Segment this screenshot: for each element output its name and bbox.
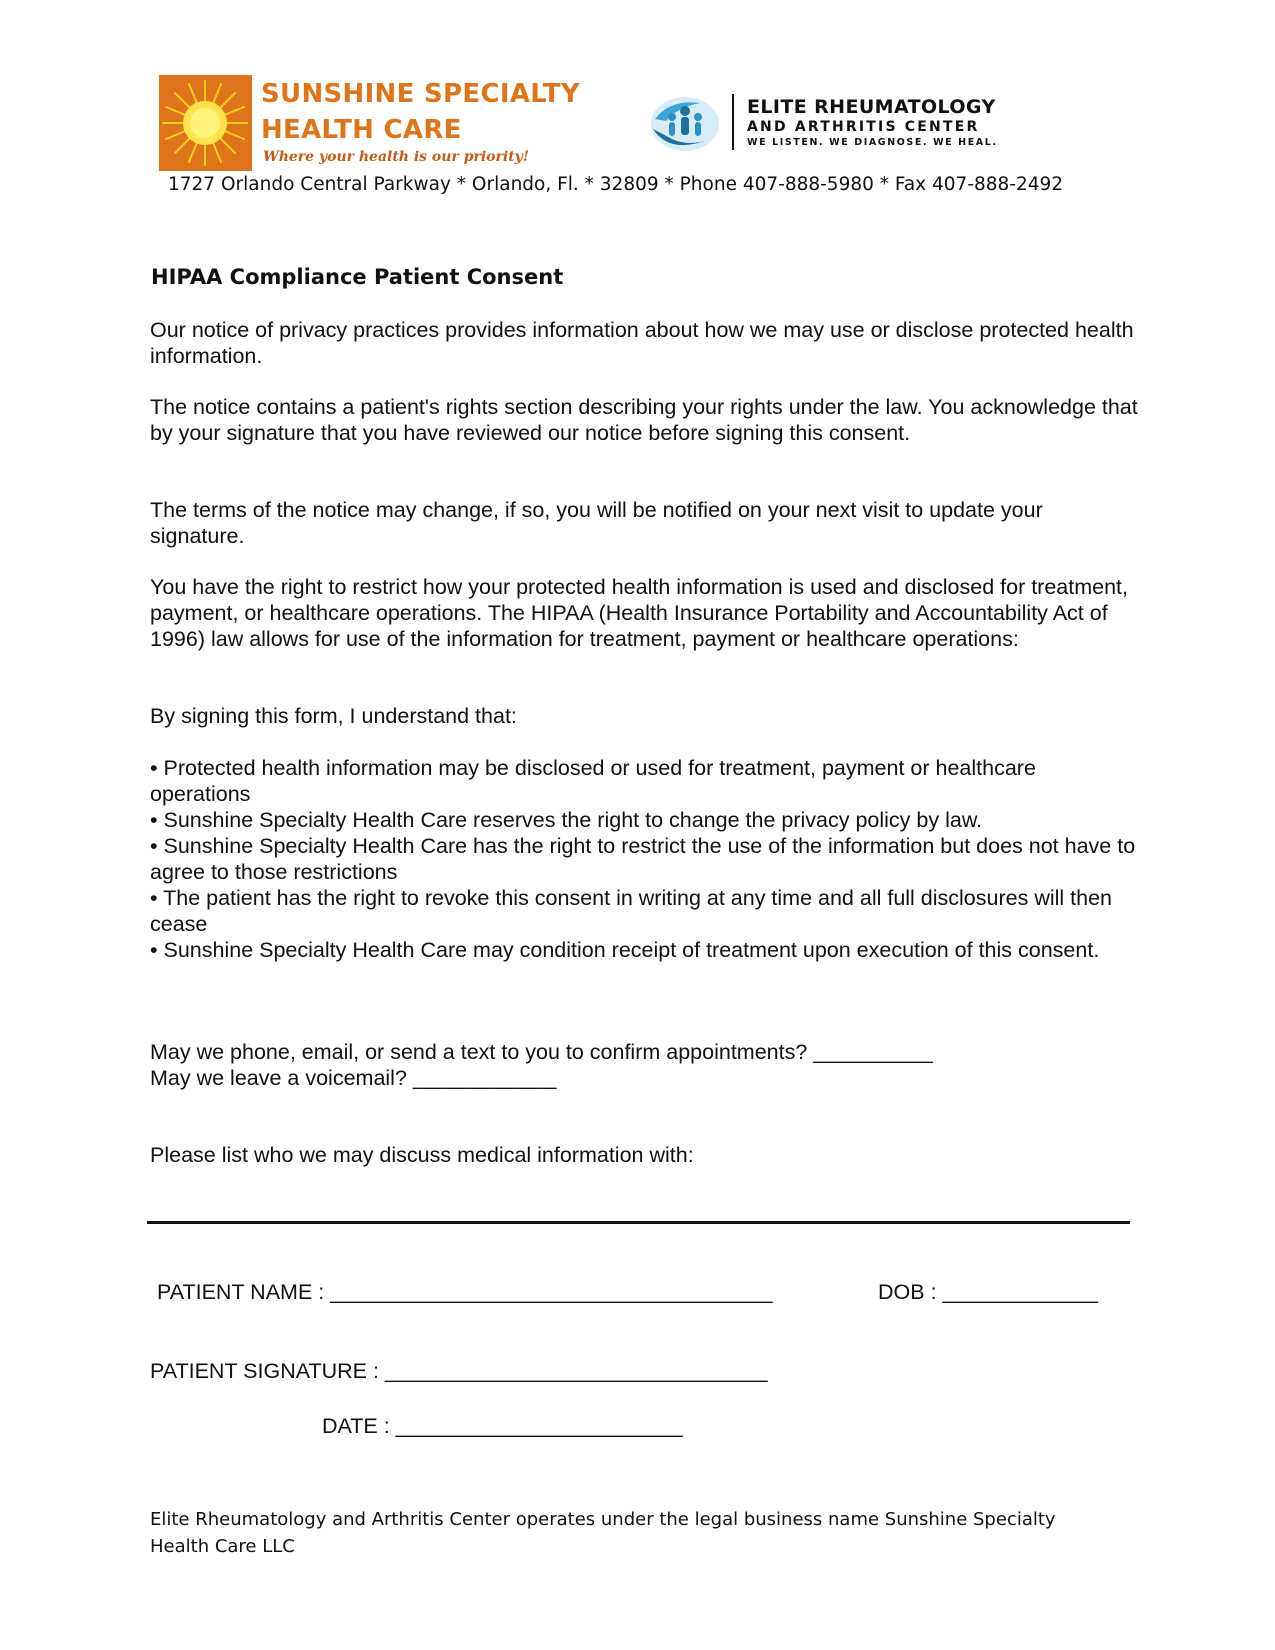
paragraph-text: You have the right to restrict how your protected health information is used and disclosed for treatment, payment, or healthcare operations. The HIPAA (Health Insurance Portability and Accountability Act of 1996) law allows for use of the information for treatment, payment or healthcare operations: — [150, 575, 1128, 651]
bullet-list — [150, 755, 1140, 963]
list-item: • Sunshine Specialty Health Care has the right to restrict the use of the information but does not have to agree to those restrictions — [150, 834, 1136, 884]
list-item: • Sunshine Specialty Health Care may condition receipt of treatment upon execution of this consent. — [150, 938, 1100, 962]
paragraph-terms — [150, 497, 1140, 549]
dob-field[interactable]: DOB : _____________ — [878, 1280, 1098, 1304]
contact-questions — [150, 1039, 1140, 1091]
brand-name-line1: SUNSHINE SPECIALTY — [261, 79, 580, 109]
brand-name-line2: HEALTH CARE — [261, 115, 462, 145]
paragraph-notice — [150, 317, 1140, 369]
paragraph-text: Our notice of privacy practices provides information about how we may use or disclose protected health information. — [150, 318, 1134, 368]
list-item: • Sunshine Specialty Health Care reserves the right to change the privacy policy by law. — [150, 808, 983, 832]
sunshine-logo — [159, 75, 589, 171]
list-item: • Protected health information may be disclosed or used for treatment, payment or healthcare operations — [150, 756, 1036, 806]
discuss-prompt — [150, 1142, 1140, 1168]
elite-logo — [650, 92, 1070, 162]
paragraph-text: The terms of the notice may change, if so, you will be notified on your next visit to update your signature. — [150, 498, 1043, 548]
date-field[interactable]: DATE : ________________________ — [322, 1414, 683, 1438]
brand-tagline: Where your health is our priority! — [263, 149, 529, 165]
elite-name-line1: ELITE RHEUMATOLOGY — [747, 96, 996, 118]
discuss-names-line[interactable] — [147, 1221, 1130, 1224]
paragraph-text: By signing this form, I understand that: — [150, 704, 517, 728]
logo-divider — [732, 94, 734, 150]
document-title: HIPAA Compliance Patient Consent — [151, 265, 564, 289]
sun-icon — [159, 75, 252, 171]
elite-name-line2: AND ARTHRITIS CENTER — [747, 119, 980, 135]
voicemail-consent-field[interactable]: May we leave a voicemail? ____________ — [150, 1066, 557, 1090]
paragraph-understand — [150, 703, 1140, 729]
paragraph-restrict — [150, 574, 1140, 652]
patient-signature-field[interactable]: PATIENT SIGNATURE : ________________________________ — [150, 1359, 768, 1383]
elite-tagline: WE LISTEN. WE DIAGNOSE. WE HEAL. — [747, 137, 998, 148]
legal-footer: Elite Rheumatology and Arthritis Center operates under the legal business name Sunshine Specialty Health Care LLC — [150, 1509, 1056, 1557]
paragraph-rights — [150, 394, 1140, 446]
paragraph-text: The notice contains a patient's rights section describing your rights under the law. You acknowledge that by your signature that you have reviewed our notice before signing this consent. — [150, 395, 1138, 445]
patient-name-field[interactable]: PATIENT NAME : _____________________________________ — [157, 1280, 773, 1304]
list-item: • The patient has the right to revoke this consent in writing at any time and all full disclosures will then cease — [150, 886, 1112, 936]
paragraph-text: Please list who we may discuss medical information with: — [150, 1143, 694, 1167]
elite-people-icon — [650, 95, 720, 153]
practice-address: 1727 Orlando Central Parkway * Orlando, Fl. * 32809 * Phone 407-888-5980 * Fax 407-888-2492 — [168, 174, 1064, 195]
contact-consent-field[interactable]: May we phone, email, or send a text to you to confirm appointments? __________ — [150, 1040, 933, 1064]
